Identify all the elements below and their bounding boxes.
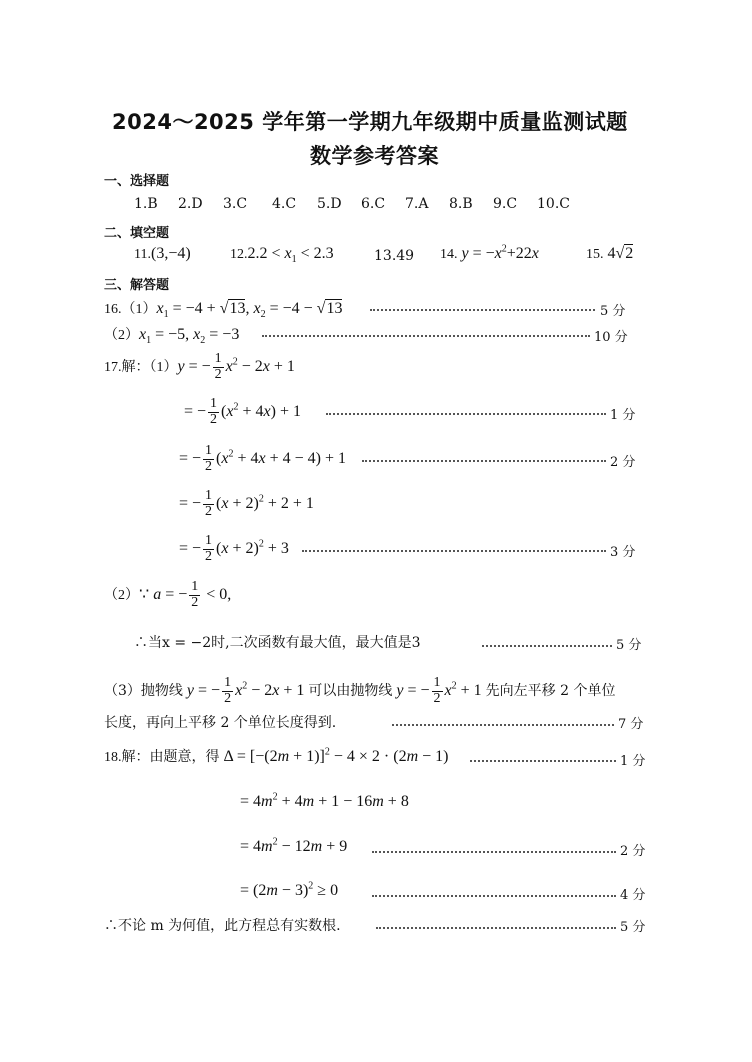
dot-leader <box>302 550 606 552</box>
q18-discriminant: 18.解：由题意，得 $\Delta = [-(2m + 1)]^2 - 4 \times 2 \cdot (2m - 1)$ <box>104 746 449 765</box>
q17-step4: = − $\frac{1}{2}$ $(x + 2)^2 + 3$ <box>179 533 289 564</box>
q17-part2-conclusion: ∴当x = −2时,二次函数有最大值，最大值是3 <box>134 635 421 651</box>
choice-answer: 6.C <box>361 196 386 212</box>
section-heading-fill: 二、填空题 <box>104 226 170 241</box>
score-mark: 5 分 <box>616 638 642 653</box>
q16-part2: $(2)x_1 = -5$, $x_2 = -3$ <box>104 326 240 347</box>
q18-step1: = $4m^2 + 4m + 1 - 16m + 8$ <box>240 791 409 810</box>
dot-leader <box>370 309 595 311</box>
score-mark: 10 分 <box>594 330 628 345</box>
q18-conclusion: ∴不论 m 为何值，此方程总有实数根. <box>104 918 341 934</box>
q16-part1: $16.(1)x_1 = -4 + √13$, $x_2 = -4 - √13$ <box>104 300 343 321</box>
dot-leader <box>470 760 616 762</box>
choice-answer: 10.C <box>537 196 570 212</box>
dot-leader <box>372 895 616 897</box>
page-title-line2: 数学参考答案 <box>310 144 439 168</box>
dot-leader <box>362 460 606 462</box>
choice-answer: 8.B <box>449 196 473 212</box>
score-mark: 2 分 <box>620 844 646 859</box>
dot-leader <box>376 927 616 929</box>
fill-answer-15: 15. 4√2 <box>586 245 634 262</box>
page-title-line1: 2024～2025 学年第一学期九年级期中质量监测试题 <box>112 110 628 134</box>
q17-part1-given: 17.解：（1）y = − $\frac{1}{2}$ $x^2 - 2x + 1$ <box>104 351 295 382</box>
choice-answer: 4.C <box>272 196 297 212</box>
q17-step2: = − $\frac{1}{2}$ $(x^2 + 4x + 4 - 4) + 1$ <box>179 443 347 474</box>
section-heading-answers: 三、解答题 <box>104 278 170 293</box>
score-mark: 7 分 <box>618 717 644 732</box>
section-heading-choice: 一、选择题 <box>104 174 170 189</box>
choice-answer: 1.B <box>134 196 158 212</box>
q18-step3: = $(2m - 3)^2 \ge 0$ <box>240 880 339 899</box>
score-mark: 4 分 <box>620 888 646 903</box>
q18-step2: = $4m^2 - 12m + 9$ <box>240 836 348 855</box>
dot-leader <box>482 645 612 647</box>
q17-part3-line1: （3）抛物线 y = − $\frac{1}{2}$ $x^2 - 2x + 1$ 可以由抛物线 y = − $\frac{1}{2}$ $x^2 + 1$ 先向左平移 2 个单位 <box>104 675 616 706</box>
score-mark: 5 分 <box>600 304 626 319</box>
score-mark: 2 分 <box>610 455 636 470</box>
choice-answer: 9.C <box>493 196 518 212</box>
q17-step3: = − $\frac{1}{2}$ $(x + 2)^2 + 2 + 1$ <box>179 488 314 519</box>
score-mark: 1 分 <box>610 408 636 423</box>
fill-answer-12: $12.2.2 < x_1 < 2.3$ <box>230 245 334 266</box>
fill-answer-11: 11.(3,−4) <box>134 245 191 262</box>
choice-answer: 5.D <box>317 196 342 212</box>
score-mark: 5 分 <box>620 920 646 935</box>
score-mark: 1 分 <box>620 754 646 769</box>
dot-leader <box>372 851 616 853</box>
score-mark: 3 分 <box>610 545 636 560</box>
choice-answer: 2.D <box>178 196 203 212</box>
dot-leader <box>262 335 590 337</box>
fill-answer-14: 14. $y = -x^2+22x$ <box>440 243 539 262</box>
fill-answer-13: 13.49 <box>374 248 415 264</box>
q17-part3-line2: 长度，再向上平移 2 个单位长度得到. <box>104 715 337 731</box>
choice-answer: 3.C <box>223 196 248 212</box>
q17-step1: = − $\frac{1}{2}$ $(x^2 + 4x) + 1$ <box>184 396 301 427</box>
dot-leader <box>392 724 614 726</box>
dot-leader <box>326 413 606 415</box>
choice-answer: 7.A <box>405 196 429 212</box>
q17-part2-since: （2）∵ a = − $\frac{1}{2}$ < 0, <box>104 579 232 610</box>
